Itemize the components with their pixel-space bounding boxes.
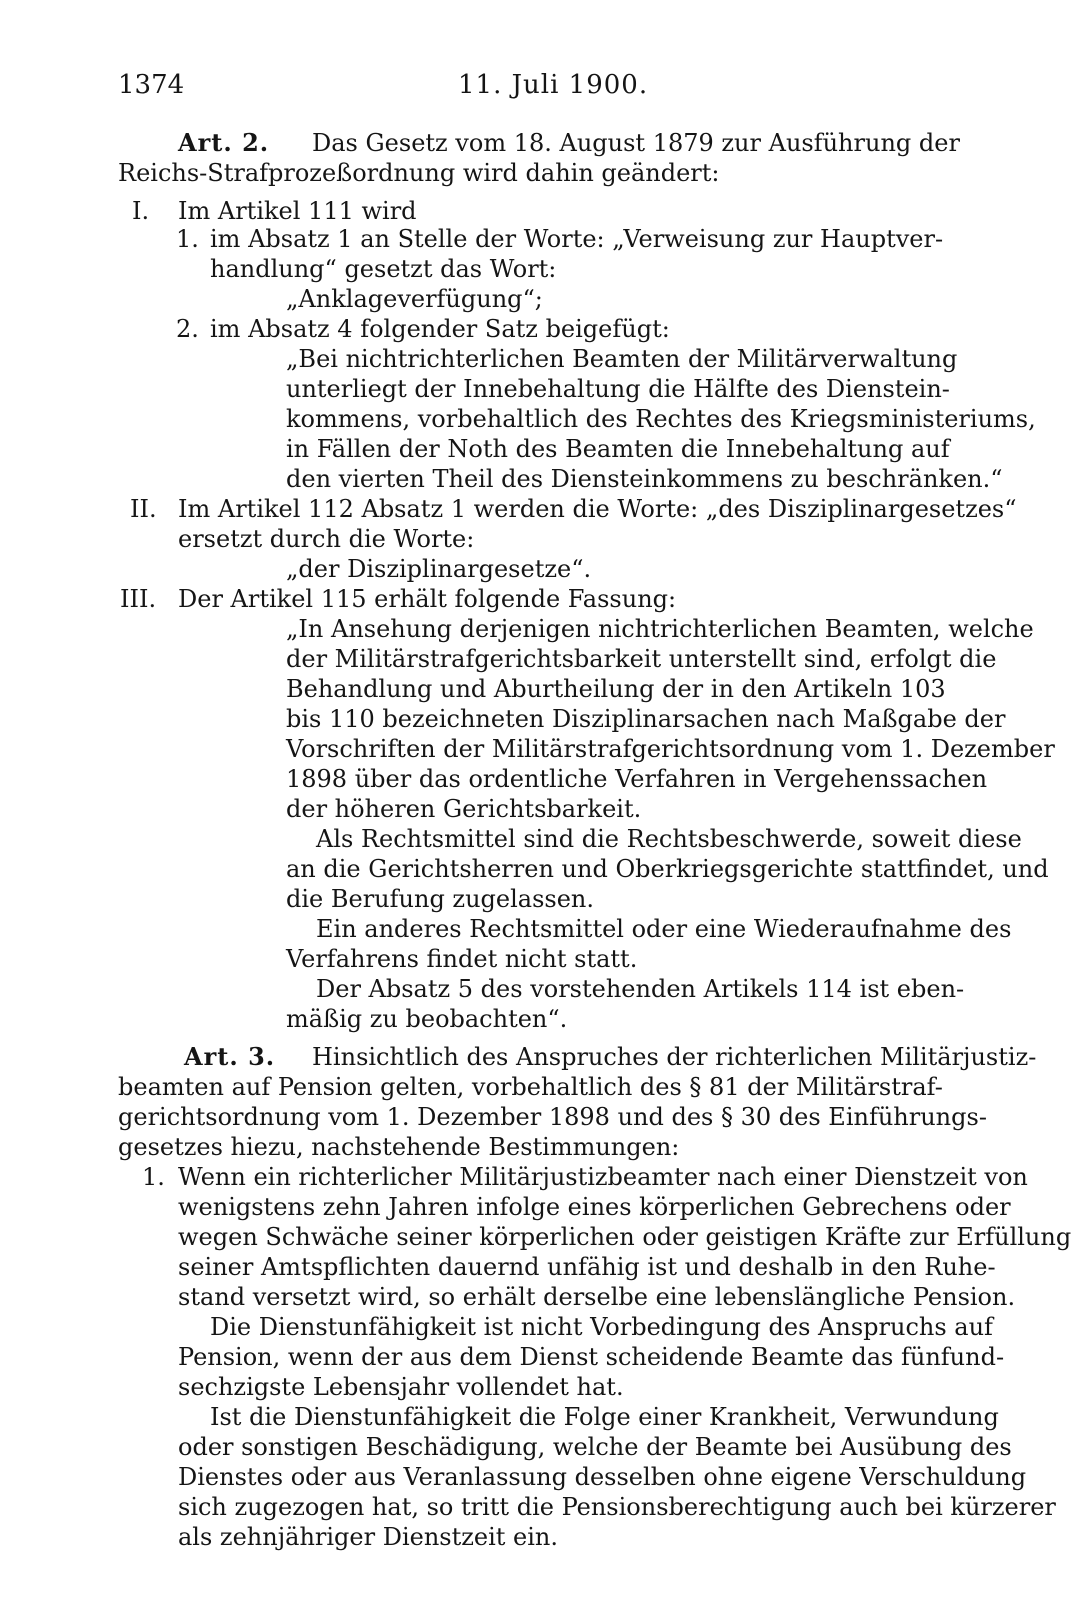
art3-heading: Art. 3. bbox=[184, 1042, 276, 1071]
quote-line: Als Rechtsmittel sind die Rechtsbeschwerde, soweit diese bbox=[316, 825, 1022, 853]
quote-line: kommens, vorbehaltlich des Rechtes des Kriegsministeriums, bbox=[286, 405, 1036, 433]
item-label: 1. bbox=[176, 225, 199, 253]
quote-line: 1898 über das ordentliche Verfahren in Vergehenssachen bbox=[286, 765, 988, 793]
art3-paragraph-line: sechzigste Lebensjahr vollendet hat. bbox=[178, 1373, 624, 1401]
art3-paragraph-line: Dienstes oder aus Veranlassung desselben ohne eigene Verschuldung bbox=[178, 1463, 1027, 1491]
quote-line: an die Gerichtsherren und Oberkriegsgerichte stattfindet, und bbox=[286, 855, 1049, 883]
section-II-line: „der Disziplinargesetze“. bbox=[286, 555, 592, 583]
header-date: 11. Juli 1900. bbox=[458, 70, 649, 100]
art3-paragraph-line: Die Dienstunfähigkeit ist nicht Vorbedingung des Anspruchs auf bbox=[210, 1313, 993, 1341]
section-III-line: Der Artikel 115 erhält folgende Fassung: bbox=[178, 585, 677, 613]
art3-paragraph-line: oder sonstigen Beschädigung, welche der Beamte bei Ausübung des bbox=[178, 1433, 1012, 1461]
art3-paragraph-line: Pension, wenn der aus dem Dienst scheidende Beamte das fünfund- bbox=[178, 1343, 1005, 1371]
art3-paragraph-line: sich zugezogen hat, so tritt die Pensionsberechtigung auch bei kürzerer bbox=[178, 1493, 1056, 1521]
art3-paragraph-line: wenigstens zehn Jahren infolge eines körperlichen Gebrechens oder bbox=[178, 1193, 1011, 1221]
art3-paragraph-line: seiner Amtspflichten dauernd unfähig ist und deshalb in den Ruhe- bbox=[178, 1253, 996, 1281]
quote-line: den vierten Theil des Diensteinkommens zu beschränken.“ bbox=[286, 465, 1003, 493]
art3-paragraph-line: Wenn ein richterlicher Militärjustizbeamter nach einer Dienstzeit von bbox=[178, 1163, 1028, 1191]
quote-line: „Bei nichtrichterlichen Beamten der Militärverwaltung bbox=[286, 345, 958, 373]
section-I-item1-line: im Absatz 1 an Stelle der Worte: „Verweisung zur Hauptver- bbox=[210, 225, 944, 253]
quote-line: Verfahrens findet nicht statt. bbox=[286, 945, 638, 973]
quote-line: bis 110 bezeichneten Disziplinarsachen nach Maßgabe der bbox=[286, 705, 1006, 733]
quote-line: mäßig zu beobachten“. bbox=[286, 1005, 568, 1033]
quote-line: Ein anderes Rechtsmittel oder eine Wiederaufnahme des bbox=[316, 915, 1012, 943]
quote-line: der höheren Gerichtsbarkeit. bbox=[286, 795, 642, 823]
quote-line: „In Ansehung derjenigen nichtrichterlichen Beamten, welche bbox=[286, 615, 1034, 643]
page-number: 1374 bbox=[118, 70, 185, 100]
art2-intro-line: Das Gesetz vom 18. August 1879 zur Ausführung der bbox=[312, 129, 960, 157]
art3-intro-line: beamten auf Pension gelten, vorbehaltlich des § 81 der Militärstraf- bbox=[118, 1073, 943, 1101]
section-label-I: I. bbox=[132, 197, 150, 225]
section-I-item1-line: handlung“ gesetzt das Wort: bbox=[210, 255, 557, 283]
page-header bbox=[118, 70, 930, 110]
item-label: 1. bbox=[142, 1163, 165, 1191]
quote-line: Behandlung und Aburtheilung der in den Artikeln 103 bbox=[286, 675, 946, 703]
item-label: 2. bbox=[176, 315, 199, 343]
section-label-III: III. bbox=[120, 585, 157, 613]
section-II-line: Im Artikel 112 Absatz 1 werden die Worte: „des Disziplinargesetzes“ bbox=[178, 495, 1017, 523]
art3-paragraph-line: als zehnjähriger Dienstzeit ein. bbox=[178, 1523, 559, 1551]
art3-intro-line: gesetzes hiezu, nachstehende Bestimmungen: bbox=[118, 1133, 680, 1161]
quote-line: unterliegt der Innebehaltung die Hälfte des Dienstein- bbox=[286, 375, 950, 403]
art3-paragraph-line: wegen Schwäche seiner körperlichen oder geistigen Kräfte zur Erfüllung bbox=[178, 1223, 1071, 1251]
quote-line: der Militärstrafgerichtsbarkeit unterstellt sind, erfolgt die bbox=[286, 645, 997, 673]
art3-intro-line: gerichtsordnung vom 1. Dezember 1898 und des § 30 des Einführungs- bbox=[118, 1103, 987, 1131]
section-I-item2-line: im Absatz 4 folgender Satz beigefügt: bbox=[210, 315, 670, 343]
section-I-item1-line: „Anklageverfügung“; bbox=[286, 285, 543, 313]
quote-line: die Berufung zugelassen. bbox=[286, 885, 595, 913]
section-label-II: II. bbox=[130, 495, 157, 523]
art3-paragraph-line: Ist die Dienstunfähigkeit die Folge einer Krankheit, Verwundung bbox=[210, 1403, 999, 1431]
art2-heading: Art. 2. bbox=[178, 128, 270, 157]
section-I-text: Im Artikel 111 wird bbox=[178, 197, 417, 225]
art3-intro-line: Hinsichtlich des Anspruches der richterlichen Militärjustiz- bbox=[312, 1043, 1037, 1071]
quote-line: Vorschriften der Militärstrafgerichtsordnung vom 1. Dezember bbox=[286, 735, 1055, 763]
art2-intro-line: Reichs-Strafprozeßordnung wird dahin geändert: bbox=[118, 159, 720, 187]
art3-paragraph-line: stand versetzt wird, so erhält derselbe eine lebenslängliche Pension. bbox=[178, 1283, 1016, 1311]
section-II-line: ersetzt durch die Worte: bbox=[178, 525, 475, 553]
quote-line: in Fällen der Noth des Beamten die Innebehaltung auf bbox=[286, 435, 950, 463]
quote-line: Der Absatz 5 des vorstehenden Artikels 114 ist eben- bbox=[316, 975, 965, 1003]
